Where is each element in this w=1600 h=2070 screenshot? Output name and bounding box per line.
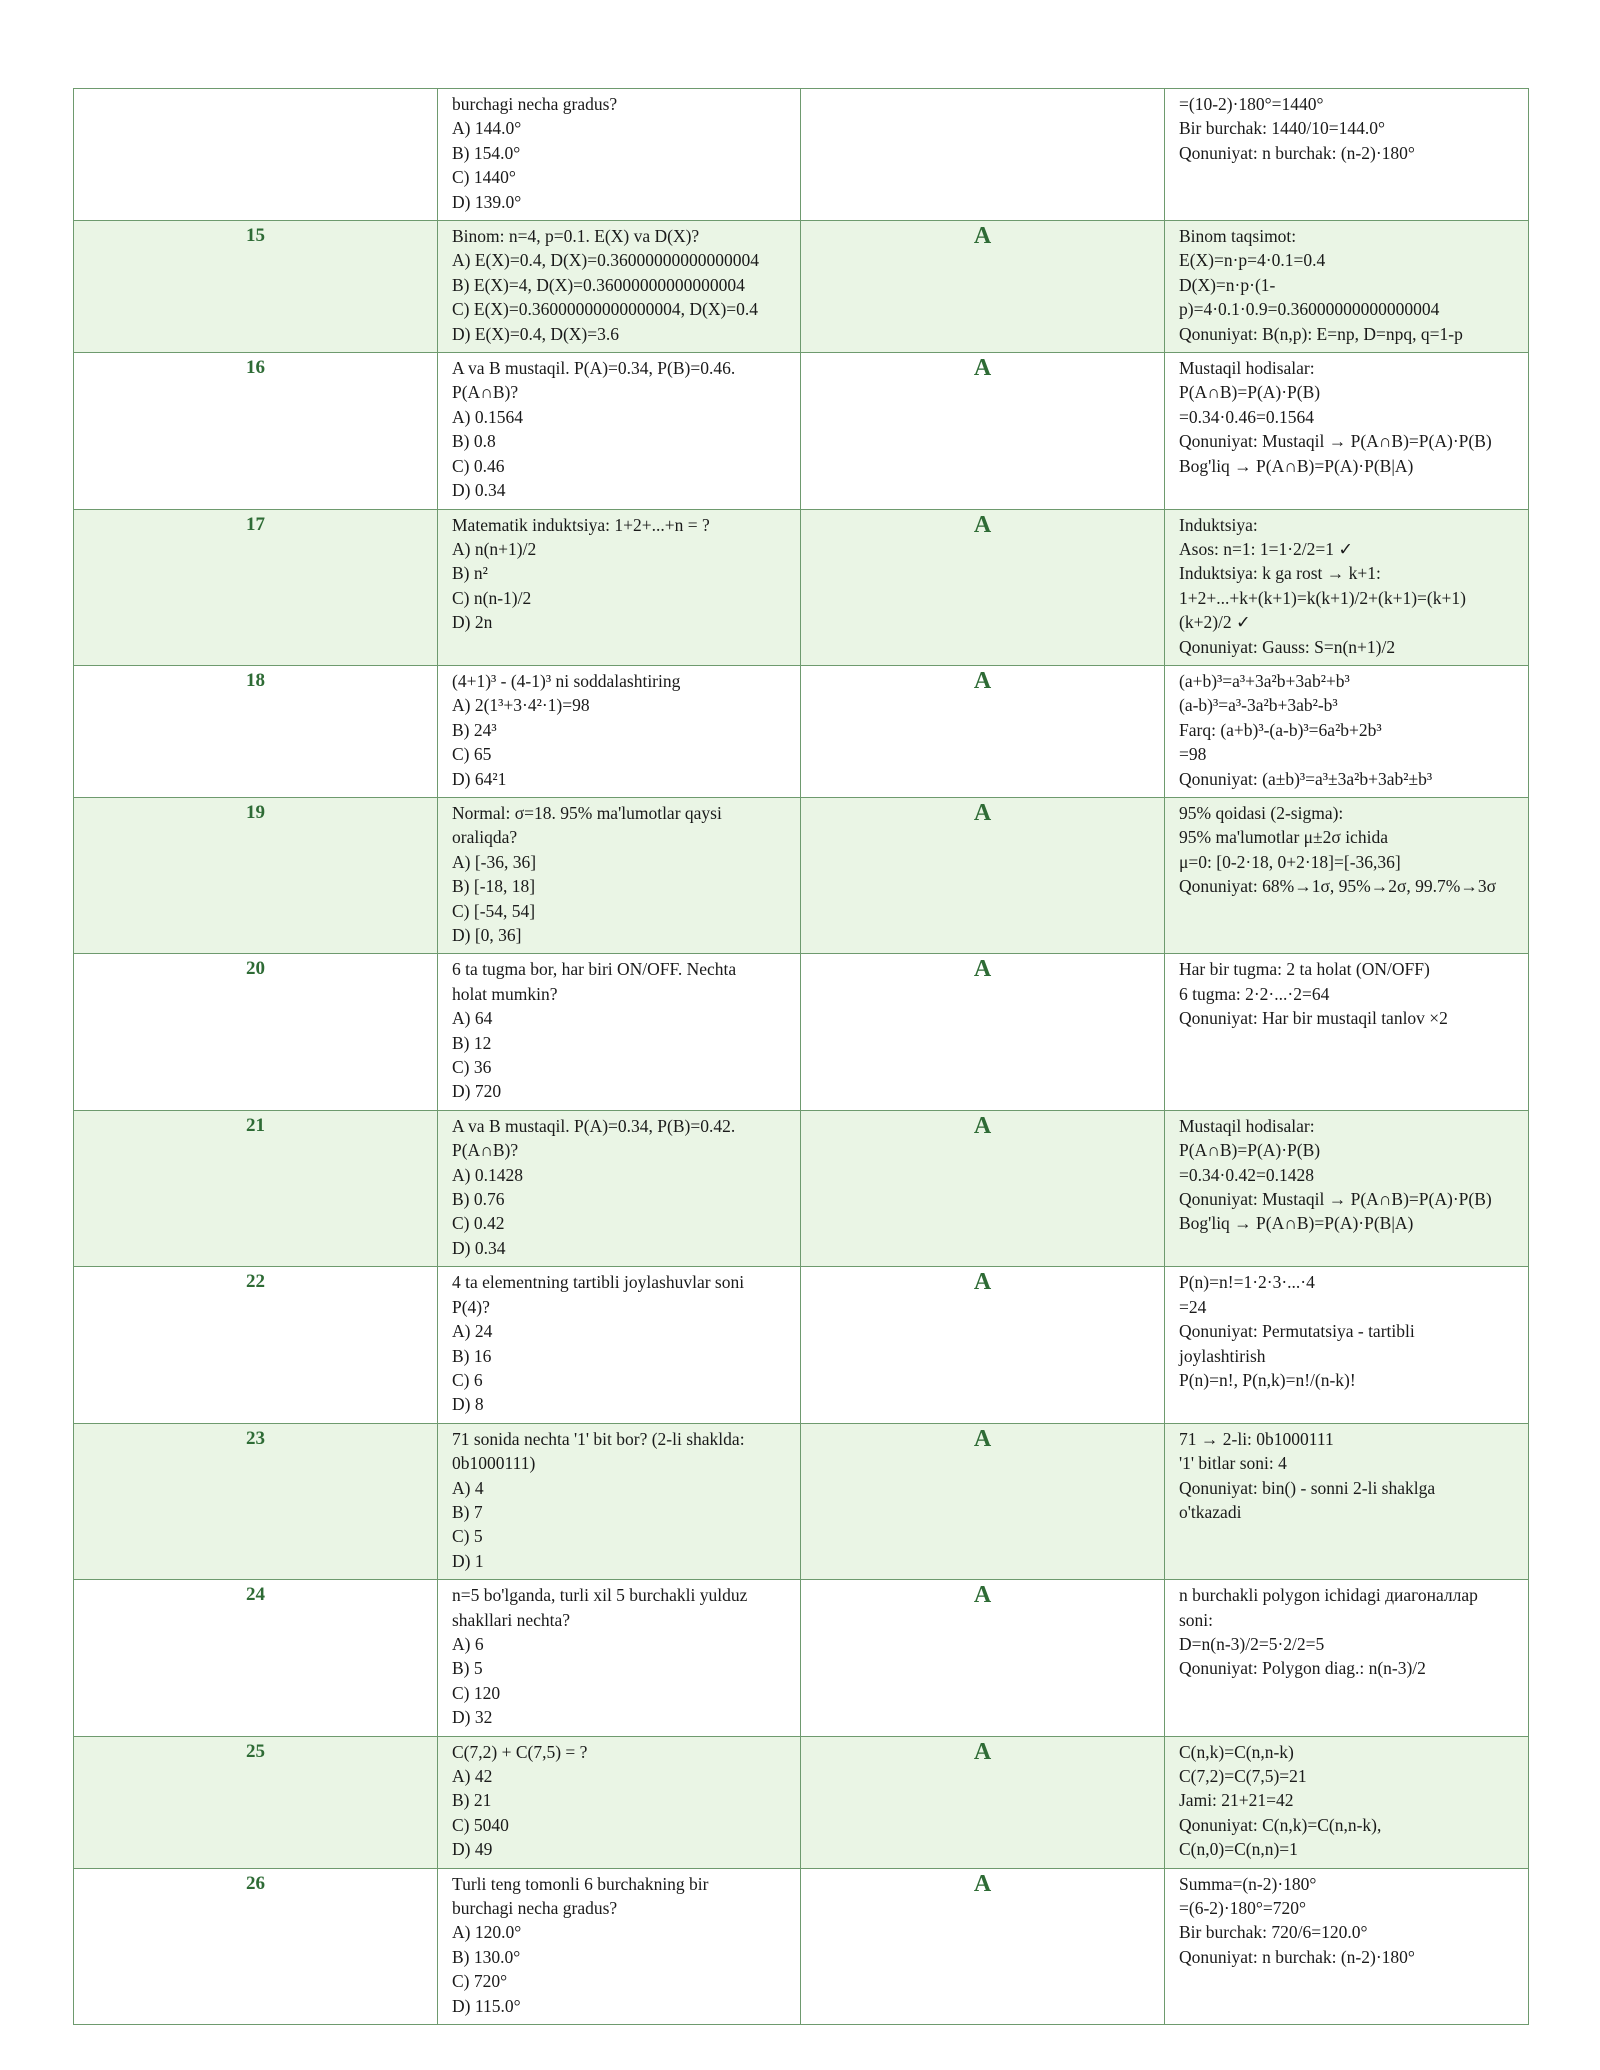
table-row — [74, 1868, 1529, 2024]
question-line: C) 0.46 — [452, 455, 505, 476]
question-line: C) E(X)=0.36000000000000004, D(X)=0.4 — [452, 299, 759, 320]
question-line: Turli teng tomonli 6 burchakning bir — [452, 1873, 709, 1894]
answer-letter: A — [801, 1580, 1165, 1736]
question-line: C) 65 — [452, 744, 492, 765]
table-row — [74, 1423, 1529, 1579]
explanation-line: Summa=(n-2)·180° — [1179, 1873, 1317, 1894]
explanation-line: C(7,2)=C(7,5)=21 — [1179, 1766, 1307, 1786]
explanation-cell — [1165, 1110, 1529, 1266]
explanation-line: Bog'liq → P(A∩B)=P(A)·P(B|A) — [1179, 455, 1414, 476]
explanation-line: o'tkazadi — [1179, 1501, 1242, 1522]
explanation-line: Qonuniyat: Polygon diag.: n(n-3)/2 — [1179, 1658, 1426, 1679]
explanation-cell — [1165, 1736, 1529, 1868]
question-line: C) n(n-1)/2 — [452, 587, 532, 608]
question-line: C) 1440° — [452, 167, 516, 188]
question-number: 20 — [74, 954, 438, 1110]
explanation-line: P(n)=n!, P(n,k)=n!/(n-k)! — [1179, 1369, 1356, 1390]
question-line: D) 139.0° — [452, 191, 522, 212]
question-line: B) 154.0° — [452, 142, 521, 163]
explanation-line: =0.34·0.46=0.1564 — [1179, 406, 1314, 427]
question-line: B) 5 — [452, 1658, 483, 1679]
question-line: B) 12 — [452, 1032, 492, 1053]
question-cell — [438, 1868, 801, 2024]
explanation-line: =(10-2)·180°=1440° — [1179, 94, 1324, 114]
question-line: A) [-36, 36] — [452, 851, 537, 872]
explanation-line: Qonuniyat: 68%→1σ, 95%→2σ, 99.7%→3σ — [1179, 876, 1497, 897]
explanation-line: (k+2)/2 ✓ — [1179, 612, 1251, 633]
answer-letter: A — [801, 353, 1165, 509]
question-cell — [438, 954, 801, 1110]
explanation-line: 95% ma'lumotlar μ±2σ ichida — [1179, 827, 1388, 848]
explanation-cell — [1165, 1868, 1529, 2024]
explanation-line: =(6-2)·180°=720° — [1179, 1898, 1307, 1919]
explanation-line: P(A∩B)=P(A)·P(B) — [1179, 382, 1321, 403]
question-line: C(7,2) + C(7,5) = ? — [452, 1741, 588, 1762]
question-number: 22 — [74, 1267, 438, 1423]
explanation-cell — [1165, 89, 1529, 221]
explanation-line: Qonuniyat: Har bir mustaqil tanlov ×2 — [1179, 1008, 1448, 1029]
question-line: B) 130.0° — [452, 1946, 521, 1967]
question-cell — [438, 1736, 801, 1868]
explanation-line: μ=0: [0-2·18, 0+2·18]=[-36,36] — [1179, 851, 1401, 872]
question-number: 21 — [74, 1110, 438, 1266]
explanation-line: (a-b)³=a³-3a²b+3ab²-b³ — [1179, 695, 1338, 716]
question-line: D) 115.0° — [452, 1995, 521, 2016]
question-line: oraliqda? — [452, 827, 518, 848]
question-line: B) n² — [452, 563, 488, 584]
question-line: Binom: n=4, p=0.1. E(X) va D(X)? — [452, 226, 700, 247]
explanation-line: Bir burchak: 1440/10=144.0° — [1179, 118, 1385, 139]
explanation-line: =0.34·0.42=0.1428 — [1179, 1164, 1314, 1185]
explanation-line: Har bir tugma: 2 ta holat (ON/OFF) — [1179, 959, 1430, 980]
question-line: C) 6 — [452, 1369, 483, 1390]
question-line: D) 0.34 — [452, 1237, 506, 1258]
question-line: burchagi necha gradus? — [452, 1898, 618, 1919]
question-line: holat mumkin? — [452, 983, 558, 1004]
explanation-line: Qonuniyat: Permutatsiya - tartibli — [1179, 1321, 1415, 1342]
question-line: burchagi necha gradus? — [452, 94, 618, 114]
question-cell — [438, 665, 801, 797]
answer-letter: A — [801, 1423, 1165, 1579]
table-row — [74, 954, 1529, 1110]
explanation-cell — [1165, 797, 1529, 953]
explanation-line: 6 tugma: 2·2·...·2=64 — [1179, 983, 1330, 1004]
question-line: D) 32 — [452, 1707, 493, 1728]
question-line: A va B mustaqil. P(A)=0.34, P(B)=0.42. — [452, 1115, 736, 1136]
table-row — [74, 221, 1529, 353]
explanation-line: Qonuniyat: n burchak: (n-2)·180° — [1179, 142, 1415, 163]
question-line: A) 2(1³+3·4²·1)=98 — [452, 695, 590, 716]
table-row — [74, 1736, 1529, 1868]
explanation-cell — [1165, 665, 1529, 797]
explanation-line: (a+b)³=a³+3a²b+3ab²+b³ — [1179, 670, 1350, 691]
question-cell — [438, 797, 801, 953]
question-line: A) 0.1564 — [452, 406, 523, 427]
answer-table — [73, 88, 1529, 2025]
explanation-line: =24 — [1179, 1296, 1207, 1317]
explanation-line: Bog'liq → P(A∩B)=P(A)·P(B|A) — [1179, 1213, 1414, 1234]
question-line: A) 4 — [452, 1477, 484, 1498]
question-cell — [438, 221, 801, 353]
question-line: A) 24 — [452, 1321, 493, 1342]
explanation-cell — [1165, 353, 1529, 509]
question-cell — [438, 509, 801, 665]
explanation-line: 1+2+...+k+(k+1)=k(k+1)/2+(k+1)=(k+1) — [1179, 587, 1466, 608]
explanation-line: Qonuniyat: (a±b)³=a³±3a²b+3ab²±b³ — [1179, 768, 1433, 789]
question-number: 25 — [74, 1736, 438, 1868]
explanation-line: D(X)=n·p·(1- — [1179, 274, 1276, 295]
question-line: 4 ta elementning tartibli joylashuvlar soni — [452, 1272, 745, 1293]
question-line: A) 120.0° — [452, 1922, 522, 1943]
question-line: A) E(X)=0.4, D(X)=0.36000000000000004 — [452, 250, 759, 271]
question-line: P(A∩B)? — [452, 382, 519, 403]
explanation-line: Qonuniyat: C(n,k)=C(n,n-k), — [1179, 1814, 1382, 1835]
answer-table-body — [74, 89, 1529, 2025]
question-number: 23 — [74, 1423, 438, 1579]
explanation-line: Asos: n=1: 1=1·2/2=1 ✓ — [1179, 538, 1354, 559]
question-line: D) 49 — [452, 1839, 493, 1860]
question-line: D) 2n — [452, 612, 493, 633]
question-line: C) 0.42 — [452, 1213, 505, 1234]
explanation-line: n burchakli polygon ichidagi диагоналлар — [1179, 1585, 1478, 1606]
question-line: C) 120 — [452, 1682, 501, 1703]
answer-letter: A — [801, 1110, 1165, 1266]
question-line: C) 720° — [452, 1971, 508, 1992]
question-number — [74, 89, 438, 221]
question-line: D) [0, 36] — [452, 925, 522, 945]
question-line: D) E(X)=0.4, D(X)=3.6 — [452, 323, 619, 344]
table-row — [74, 353, 1529, 509]
answer-letter: A — [801, 221, 1165, 353]
explanation-line: Qonuniyat: Mustaqil → P(A∩B)=P(A)·P(B) — [1179, 431, 1492, 452]
question-line: C) [-54, 54] — [452, 900, 536, 921]
question-line: B) E(X)=4, D(X)=0.36000000000000004 — [452, 274, 745, 295]
explanation-line: Mustaqil hodisalar: — [1179, 358, 1315, 379]
explanation-line: D=n(n-3)/2=5·2/2=5 — [1179, 1633, 1325, 1654]
question-line: B) 0.76 — [452, 1189, 505, 1210]
explanation-line: P(A∩B)=P(A)·P(B) — [1179, 1140, 1321, 1161]
explanation-line: Qonuniyat: bin() - sonni 2-li shaklga — [1179, 1477, 1436, 1498]
question-line: n=5 bo'lganda, turli xil 5 burchakli yulduz — [452, 1585, 748, 1606]
question-line: B) 0.8 — [452, 431, 496, 452]
explanation-line: 71 → 2-li: 0b1000111 — [1179, 1428, 1334, 1449]
question-number: 19 — [74, 797, 438, 953]
question-number: 16 — [74, 353, 438, 509]
question-line: D) 64²1 — [452, 768, 507, 789]
question-line: D) 0.34 — [452, 480, 506, 501]
explanation-line: P(n)=n!=1·2·3·...·4 — [1179, 1272, 1315, 1293]
question-number: 17 — [74, 509, 438, 665]
question-number: 18 — [74, 665, 438, 797]
table-row — [74, 665, 1529, 797]
question-line: P(A∩B)? — [452, 1140, 519, 1161]
question-line: A) 64 — [452, 1008, 493, 1029]
explanation-line: Bir burchak: 720/6=120.0° — [1179, 1922, 1368, 1943]
question-line: (4+1)³ - (4-1)³ ni soddalashtiring — [452, 670, 681, 691]
table-row — [74, 1267, 1529, 1423]
explanation-line: Qonuniyat: Gauss: S=n(n+1)/2 — [1179, 636, 1396, 657]
explanation-line: Binom taqsimot: — [1179, 226, 1297, 247]
answer-letter: A — [801, 797, 1165, 953]
answer-letter: A — [801, 954, 1165, 1110]
question-number: 24 — [74, 1580, 438, 1736]
explanation-line: C(n,k)=C(n,n-k) — [1179, 1741, 1294, 1762]
answer-letter: A — [801, 509, 1165, 665]
explanation-line: Induktsiya: — [1179, 514, 1258, 535]
table-row — [74, 509, 1529, 665]
answer-letter: A — [801, 665, 1165, 797]
question-line: 6 ta tugma bor, har biri ON/OFF. Nechta — [452, 959, 737, 980]
explanation-line: Mustaqil hodisalar: — [1179, 1115, 1315, 1136]
question-line: 0b1000111) — [452, 1453, 536, 1474]
explanation-line: 95% qoidasi (2-sigma): — [1179, 802, 1344, 823]
question-line: Normal: σ=18. 95% ma'lumotlar qaysi — [452, 802, 722, 823]
question-line: B) 21 — [452, 1790, 492, 1811]
explanation-line: Qonuniyat: Mustaqil → P(A∩B)=P(A)·P(B) — [1179, 1189, 1492, 1210]
question-cell — [438, 89, 801, 221]
explanation-line: Qonuniyat: B(n,p): E=np, D=npq, q=1-p — [1179, 323, 1463, 344]
question-line: A) 42 — [452, 1766, 493, 1786]
question-line: D) 1 — [452, 1550, 484, 1571]
explanation-line: p)=4·0.1·0.9=0.36000000000000004 — [1179, 299, 1440, 320]
question-line: B) 24³ — [452, 719, 497, 740]
question-line: D) 8 — [452, 1394, 484, 1415]
table-row — [74, 1580, 1529, 1736]
explanation-cell — [1165, 954, 1529, 1110]
explanation-line: joylashtirish — [1179, 1345, 1266, 1366]
question-cell — [438, 1580, 801, 1736]
question-line: C) 5 — [452, 1526, 483, 1547]
question-line: C) 36 — [452, 1057, 492, 1078]
explanation-line: '1' bitlar soni: 4 — [1179, 1453, 1287, 1474]
table-row — [74, 1110, 1529, 1266]
answer-letter: A — [801, 1736, 1165, 1868]
question-line: A) 6 — [452, 1633, 484, 1654]
explanation-line: Qonuniyat: n burchak: (n-2)·180° — [1179, 1946, 1415, 1967]
question-cell — [438, 1267, 801, 1423]
question-cell — [438, 353, 801, 509]
explanation-cell — [1165, 509, 1529, 665]
question-line: 71 sonida nechta '1' bit bor? (2-li shaklda: — [452, 1428, 745, 1449]
explanation-line: Induktsiya: k ga rost → k+1: — [1179, 563, 1381, 584]
question-line: Matematik induktsiya: 1+2+...+n = ? — [452, 514, 710, 535]
question-number: 15 — [74, 221, 438, 353]
question-number: 26 — [74, 1868, 438, 2024]
question-line: B) 16 — [452, 1345, 492, 1366]
explanation-line: C(n,0)=C(n,n)=1 — [1179, 1839, 1298, 1860]
explanation-line: Farq: (a+b)³-(a-b)³=6a²b+2b³ — [1179, 719, 1382, 740]
question-line: B) [-18, 18] — [452, 876, 536, 897]
question-line: C) 5040 — [452, 1814, 509, 1835]
question-cell — [438, 1423, 801, 1579]
explanation-cell — [1165, 1580, 1529, 1736]
question-cell — [438, 1110, 801, 1266]
question-line: B) 7 — [452, 1501, 483, 1522]
answer-letter: A — [801, 1868, 1165, 2024]
explanation-line: =98 — [1179, 744, 1207, 765]
question-line: D) 720 — [452, 1081, 502, 1102]
explanation-cell — [1165, 1423, 1529, 1579]
question-line: A) 0.1428 — [452, 1164, 523, 1185]
answer-letter: A — [801, 1267, 1165, 1423]
question-line: P(4)? — [452, 1296, 490, 1317]
answer-letter — [801, 89, 1165, 221]
explanation-line: E(X)=n·p=4·0.1=0.4 — [1179, 250, 1326, 271]
explanation-line: Jami: 21+21=42 — [1179, 1790, 1294, 1811]
question-line: A) n(n+1)/2 — [452, 538, 537, 559]
table-row — [74, 797, 1529, 953]
question-line: A) 144.0° — [452, 118, 522, 139]
explanation-line: soni: — [1179, 1609, 1214, 1630]
question-line: shakllari nechta? — [452, 1609, 571, 1630]
explanation-cell — [1165, 221, 1529, 353]
question-line: A va B mustaqil. P(A)=0.34, P(B)=0.46. — [452, 358, 736, 379]
explanation-cell — [1165, 1267, 1529, 1423]
table-row — [74, 89, 1529, 221]
